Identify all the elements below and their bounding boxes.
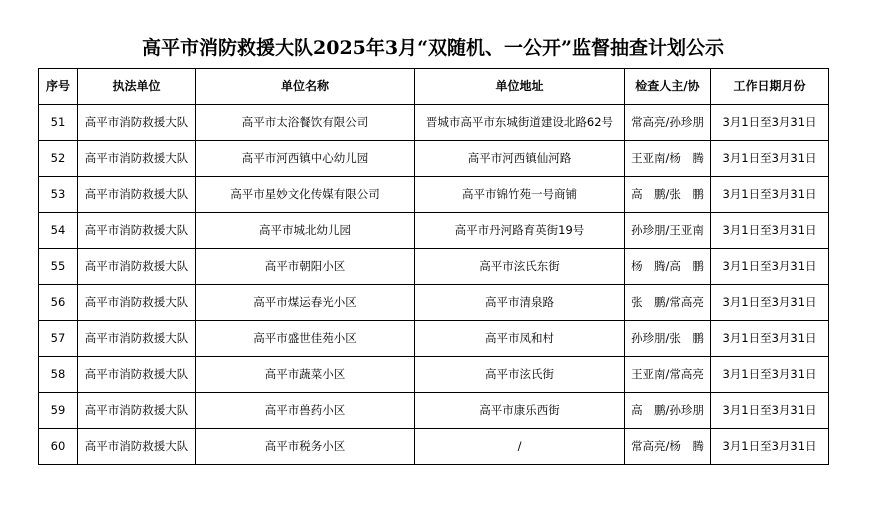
- cell-unit-address: 高平市河西镇仙河路: [415, 141, 625, 177]
- cell-enforcement-unit: 高平市消防救援大队: [78, 285, 196, 321]
- cell-inspectors: 常高亮/孙珍朋: [625, 105, 711, 141]
- cell-work-period: 3月1日至3月31日: [711, 141, 829, 177]
- cell-work-period: 3月1日至3月31日: [711, 213, 829, 249]
- table-row: [39, 105, 829, 141]
- cell-serial-number: 60: [39, 429, 78, 465]
- inspection-plan-table: [38, 68, 829, 465]
- cell-unit-address: /: [415, 429, 625, 465]
- cell-work-period: 3月1日至3月31日: [711, 429, 829, 465]
- table-row: [39, 141, 829, 177]
- cell-work-period: 3月1日至3月31日: [711, 105, 829, 141]
- cell-unit-name: 高平市税务小区: [196, 429, 415, 465]
- cell-serial-number: 52: [39, 141, 78, 177]
- cell-unit-name: 高平市盛世佳苑小区: [196, 321, 415, 357]
- cell-enforcement-unit: 高平市消防救援大队: [78, 321, 196, 357]
- cell-unit-name: 高平市河西镇中心幼儿园: [196, 141, 415, 177]
- table-row: [39, 321, 829, 357]
- cell-unit-name: 高平市煤运春光小区: [196, 285, 415, 321]
- cell-enforcement-unit: 高平市消防救援大队: [78, 429, 196, 465]
- cell-work-period: 3月1日至3月31日: [711, 177, 829, 213]
- document-title: 高平市消防救援大队2025年3月“双随机、一公开”监督抽查计划公示: [142, 37, 724, 59]
- table-row: [39, 357, 829, 393]
- cell-inspectors: 杨 腾/高 鹏: [625, 249, 711, 285]
- header-unit-name: 单位名称: [196, 69, 415, 105]
- header-work-period: 工作日期月份: [711, 69, 829, 105]
- cell-enforcement-unit: 高平市消防救援大队: [78, 141, 196, 177]
- cell-inspectors: 孙珍朋/张 鹏: [625, 321, 711, 357]
- cell-serial-number: 55: [39, 249, 78, 285]
- cell-serial-number: 54: [39, 213, 78, 249]
- cell-inspectors: 高 鹏/孙珍朋: [625, 393, 711, 429]
- cell-work-period: 3月1日至3月31日: [711, 249, 829, 285]
- header-unit-address: 单位地址: [415, 69, 625, 105]
- cell-unit-name: 高平市兽药小区: [196, 393, 415, 429]
- cell-inspectors: 王亚南/常高亮: [625, 357, 711, 393]
- cell-unit-address: 高平市泫氏东街: [415, 249, 625, 285]
- cell-unit-address: 高平市康乐西街: [415, 393, 625, 429]
- cell-enforcement-unit: 高平市消防救援大队: [78, 105, 196, 141]
- table-header-row: [39, 69, 829, 105]
- cell-enforcement-unit: 高平市消防救援大队: [78, 357, 196, 393]
- cell-unit-name: 高平市城北幼儿园: [196, 213, 415, 249]
- cell-work-period: 3月1日至3月31日: [711, 321, 829, 357]
- cell-unit-address: 高平市丹河路育英街19号: [415, 213, 625, 249]
- cell-work-period: 3月1日至3月31日: [711, 393, 829, 429]
- cell-serial-number: 53: [39, 177, 78, 213]
- header-inspectors: 检查人主/协: [625, 69, 711, 105]
- cell-inspectors: 张 鹏/常高亮: [625, 285, 711, 321]
- cell-serial-number: 58: [39, 357, 78, 393]
- table-row: [39, 249, 829, 285]
- cell-unit-name: 高平市星妙文化传媒有限公司: [196, 177, 415, 213]
- cell-enforcement-unit: 高平市消防救援大队: [78, 177, 196, 213]
- cell-serial-number: 57: [39, 321, 78, 357]
- cell-enforcement-unit: 高平市消防救援大队: [78, 249, 196, 285]
- cell-unit-address: 高平市锦竹苑一号商铺: [415, 177, 625, 213]
- cell-inspectors: 高 鹏/张 鹏: [625, 177, 711, 213]
- cell-unit-name: 高平市太浴餐饮有限公司: [196, 105, 415, 141]
- cell-enforcement-unit: 高平市消防救援大队: [78, 393, 196, 429]
- cell-enforcement-unit: 高平市消防救援大队: [78, 213, 196, 249]
- table-row: [39, 177, 829, 213]
- cell-inspectors: 常高亮/杨 腾: [625, 429, 711, 465]
- cell-work-period: 3月1日至3月31日: [711, 285, 829, 321]
- cell-inspectors: 王亚南/杨 腾: [625, 141, 711, 177]
- cell-unit-address: 高平市清泉路: [415, 285, 625, 321]
- header-enforcement-unit: 执法单位: [78, 69, 196, 105]
- cell-unit-address: 高平市凤和村: [415, 321, 625, 357]
- table-row: [39, 393, 829, 429]
- cell-unit-address: 高平市泫氏街: [415, 357, 625, 393]
- table-row: [39, 285, 829, 321]
- cell-unit-name: 高平市蔬菜小区: [196, 357, 415, 393]
- cell-work-period: 3月1日至3月31日: [711, 357, 829, 393]
- cell-serial-number: 51: [39, 105, 78, 141]
- cell-unit-address: 晋城市高平市东城街道建设北路62号: [415, 105, 625, 141]
- table-row: [39, 429, 829, 465]
- header-serial-number: 序号: [39, 69, 78, 105]
- table-row: [39, 213, 829, 249]
- cell-unit-name: 高平市朝阳小区: [196, 249, 415, 285]
- cell-inspectors: 孙珍朋/王亚南: [625, 213, 711, 249]
- cell-serial-number: 59: [39, 393, 78, 429]
- cell-serial-number: 56: [39, 285, 78, 321]
